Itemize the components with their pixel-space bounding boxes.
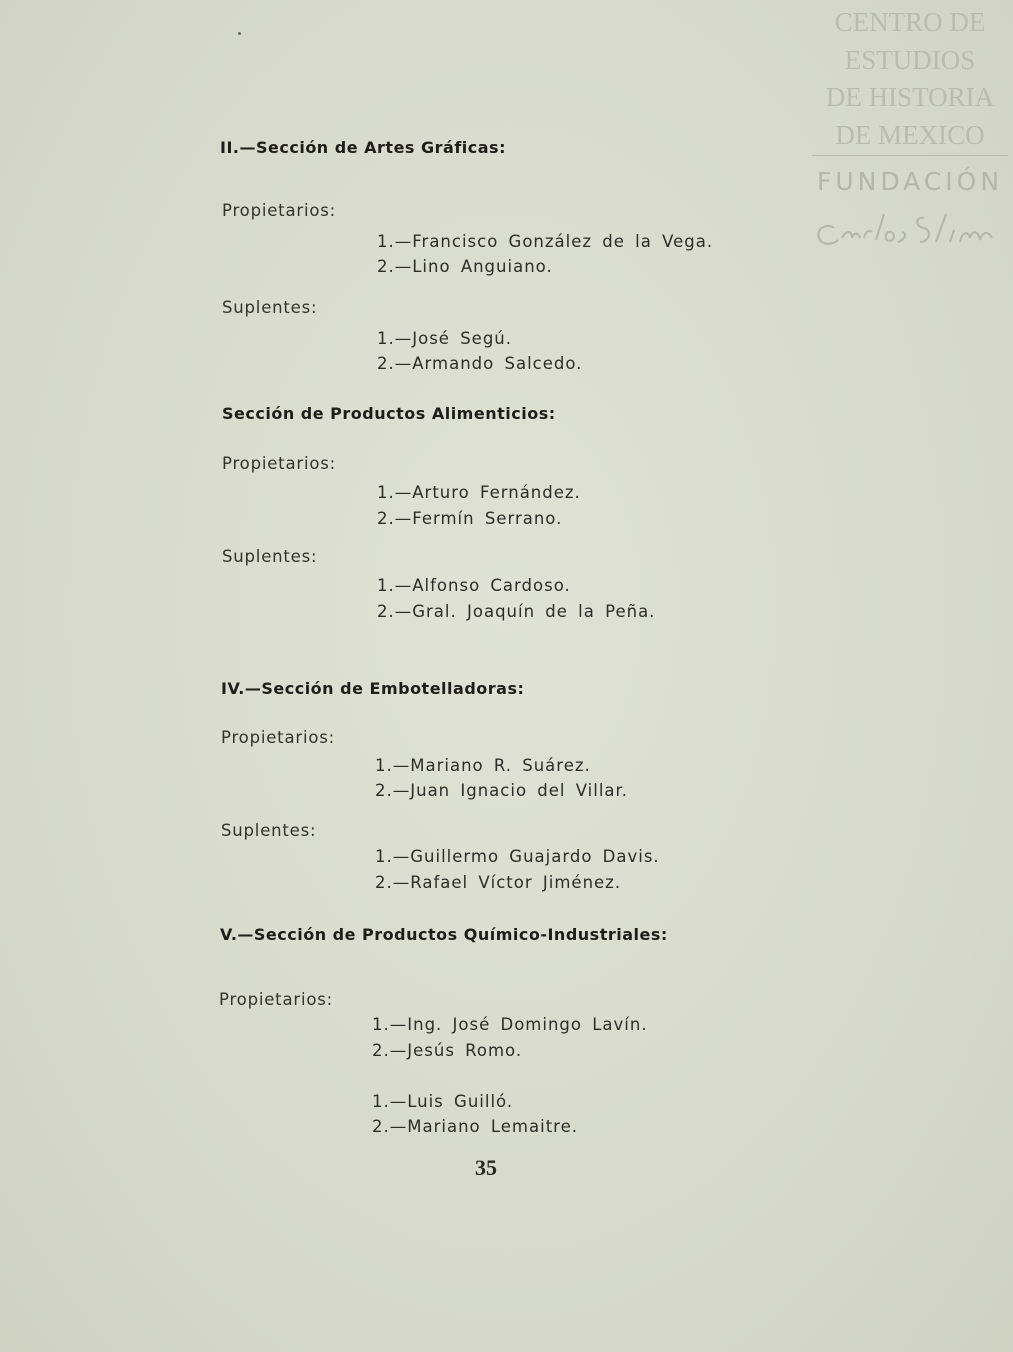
- entry: 2.—Jesús Romo.: [372, 1041, 523, 1060]
- group-label: Suplentes:: [222, 547, 318, 566]
- group-label: Suplentes:: [222, 298, 318, 317]
- group-label: Propietarios:: [222, 454, 336, 473]
- watermark-divider: [812, 155, 1008, 156]
- entry: 2.—Lino Anguiano.: [377, 257, 553, 276]
- signature-logo: [812, 200, 1008, 260]
- page-number: 35: [475, 1155, 497, 1180]
- entry: 1.—Alfonso Cardoso.: [377, 576, 571, 595]
- group-label: Propietarios:: [221, 728, 335, 747]
- watermark-foundation: FUNDACIÓN: [816, 167, 1004, 196]
- ink-speck: [238, 32, 241, 35]
- entry: 1.—Arturo Fernández.: [377, 483, 581, 502]
- group-label: Propietarios:: [222, 201, 336, 220]
- entry: 1.—Guillermo Guajardo Davis.: [375, 847, 660, 866]
- entry: 2.—Fermín Serrano.: [377, 509, 563, 528]
- watermark-line: DE HISTORIA: [825, 82, 995, 112]
- group-label: Propietarios:: [219, 990, 333, 1009]
- watermark-line: ESTUDIOS: [844, 44, 976, 75]
- entry: 2.—Gral. Joaquín de la Peña.: [377, 602, 656, 621]
- entry: 2.—Armando Salcedo.: [377, 354, 583, 373]
- entry: 1.—Francisco González de la Vega.: [377, 232, 714, 251]
- entry: 1.—Mariano R. Suárez.: [375, 756, 591, 775]
- watermark-text: [812, 4, 1008, 154]
- entry: 2.—Juan Ignacio del Villar.: [375, 781, 629, 800]
- entry: 1.—Luis Guilló.: [372, 1092, 514, 1111]
- entry: 2.—Rafael Víctor Jiménez.: [375, 873, 622, 892]
- group-label: Suplentes:: [221, 821, 317, 840]
- entry: 2.—Mariano Lemaitre.: [372, 1117, 578, 1136]
- section-heading: IV.—Sección de Embotelladoras:: [221, 679, 525, 698]
- entry: 1.—Ing. José Domingo Lavín.: [372, 1015, 648, 1034]
- entry: 1.—José Segú.: [377, 329, 512, 348]
- section-heading: II.—Sección de Artes Gráficas:: [220, 138, 506, 157]
- watermark-line: CENTRO DE: [834, 7, 986, 37]
- section-heading: V.—Sección de Productos Químico-Industriales:: [220, 925, 668, 944]
- section-heading: Sección de Productos Alimenticios:: [222, 404, 556, 423]
- watermark-line: DE MEXICO: [835, 119, 985, 150]
